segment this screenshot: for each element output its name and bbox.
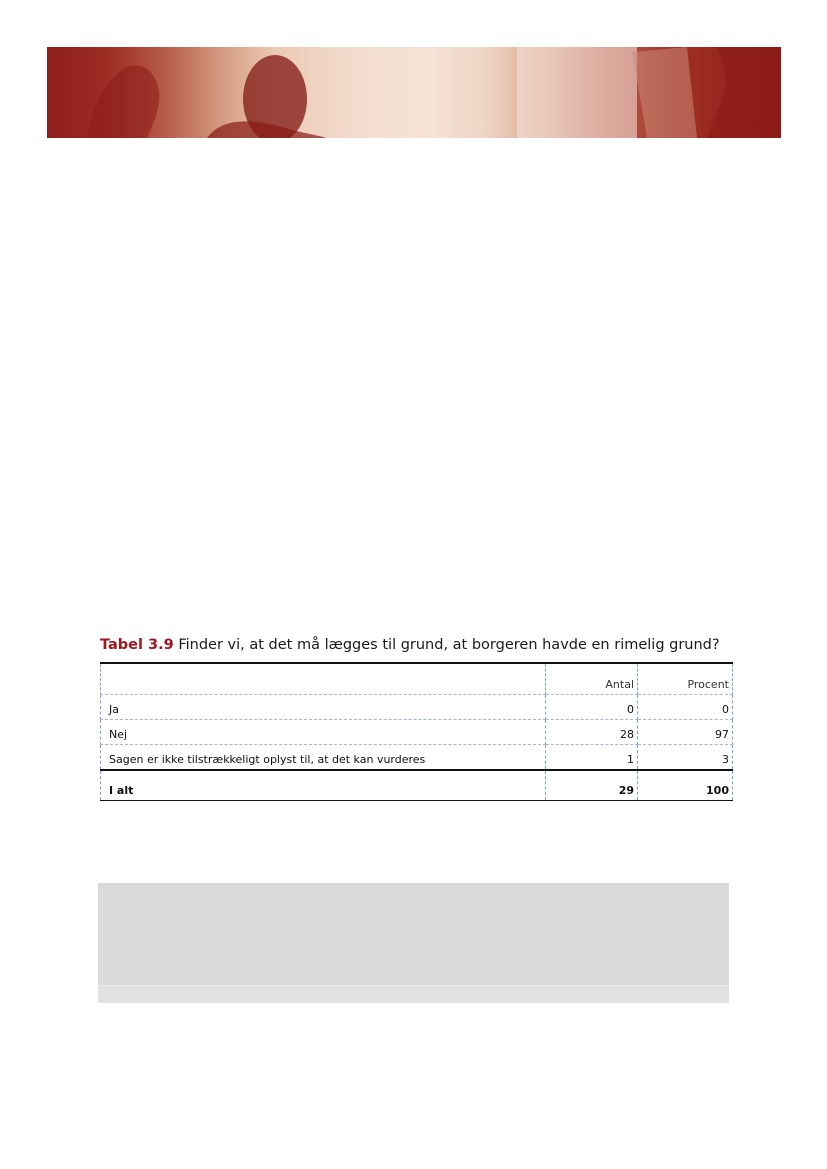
grey-box-footer-strip — [98, 985, 729, 1003]
column-header-label — [101, 663, 546, 695]
banner-window-glow — [517, 47, 637, 138]
column-header-procent: Procent — [638, 663, 733, 695]
row-label: Nej — [101, 720, 546, 745]
table-row — [101, 745, 733, 771]
total-procent: 100 — [638, 770, 733, 801]
row-antal: 0 — [546, 695, 638, 720]
row-antal: 28 — [546, 720, 638, 745]
row-antal: 1 — [546, 745, 638, 771]
row-label: Ja — [101, 695, 546, 720]
table-row — [101, 695, 733, 720]
banner-person-shoulder — [207, 121, 327, 138]
row-procent: 3 — [638, 745, 733, 771]
row-procent: 97 — [638, 720, 733, 745]
row-procent: 0 — [638, 695, 733, 720]
banner-photo-shapes — [47, 47, 781, 138]
table-row — [101, 720, 733, 745]
banner-figure-right — [707, 47, 781, 138]
table-title-text: Finder vi, at det må lægges til grund, at borgeren havde en rimelig grund? — [173, 637, 720, 653]
banner-monitor — [632, 47, 697, 138]
grey-info-box — [98, 883, 729, 1003]
table-header-row — [101, 663, 733, 695]
column-header-antal: Antal — [546, 663, 638, 695]
header-photo-banner — [47, 47, 781, 138]
row-label: Sagen er ikke tilstrækkeligt oplyst til, at det kan vurderes — [101, 745, 546, 771]
banner-figure-left — [87, 65, 159, 138]
table-title — [100, 637, 720, 653]
table-total-row — [101, 770, 733, 801]
total-antal: 29 — [546, 770, 638, 801]
data-table — [100, 662, 733, 801]
table-title-label: Tabel 3.9 — [100, 637, 174, 653]
total-label: I alt — [101, 770, 546, 801]
